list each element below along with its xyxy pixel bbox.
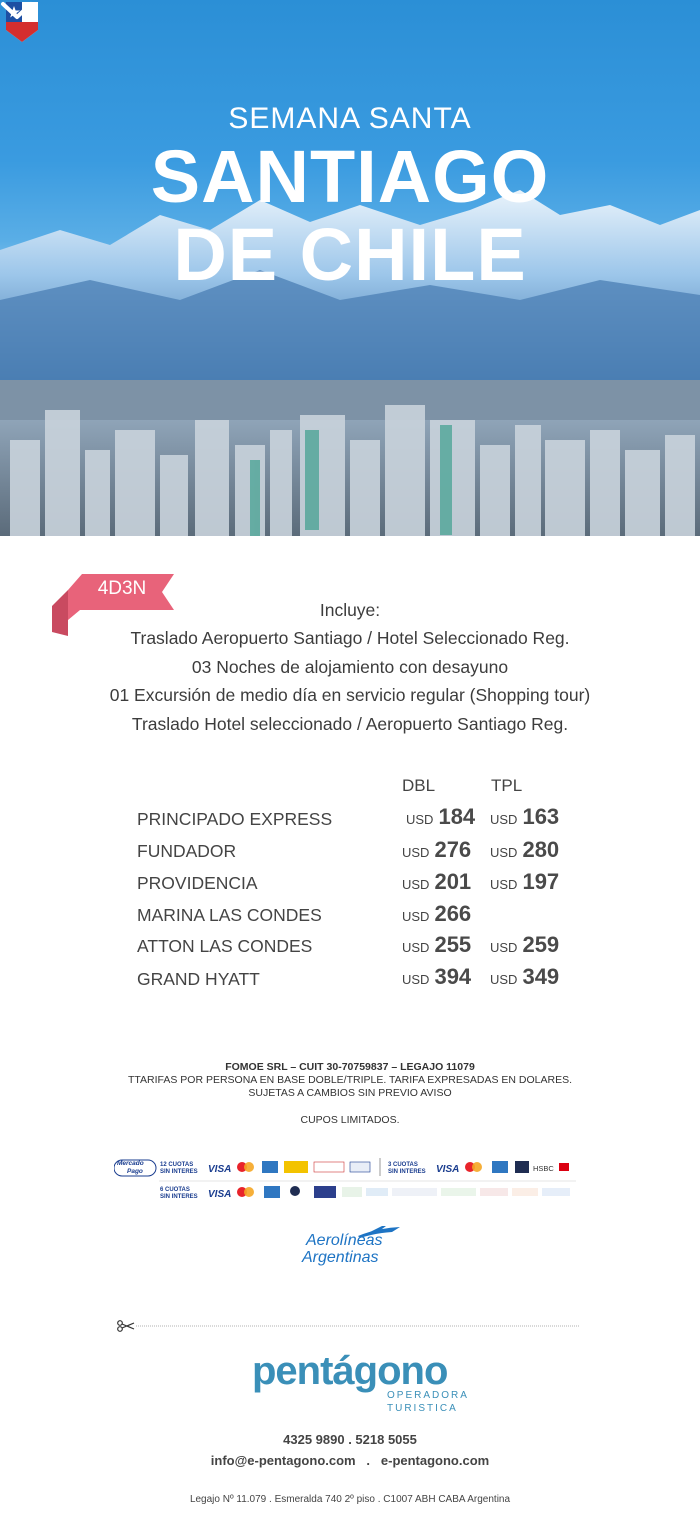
svg-text:VISA: VISA bbox=[208, 1189, 232, 1200]
contact-email-web[interactable]: info@e-pentagono.com . e-pentagono.com bbox=[210, 1453, 490, 1468]
col-header-dbl: DBL bbox=[402, 776, 436, 795]
svg-text:Pago: Pago bbox=[127, 1168, 143, 1175]
tariff-note-2: SUJETAS A CAMBIOS SIN PREVIO AVISO bbox=[248, 1087, 452, 1099]
hero-banner bbox=[0, 0, 700, 536]
price-dbl: USD 266 bbox=[402, 901, 472, 926]
payment-methods-strip bbox=[114, 1156, 576, 1206]
svg-text:VISA: VISA bbox=[436, 1164, 460, 1175]
price-tpl: USD 280 bbox=[490, 837, 560, 862]
price-tpl: USD 163 bbox=[490, 804, 560, 829]
company-legal: FOMOE SRL – CUIT 30-70759837 – LEGAJO 11079 bbox=[225, 1061, 475, 1073]
hotel-name: FUNDADOR bbox=[137, 841, 237, 861]
hotel-name: PRINCIPADO EXPRESS bbox=[137, 809, 333, 829]
include-item: Traslado Aeropuerto Santiago / Hotel Seleccionado Reg. bbox=[130, 628, 570, 648]
price-dbl: USD 276 bbox=[402, 837, 472, 862]
airline-logo-line2: Argentinas bbox=[302, 1249, 379, 1266]
col-header-tpl: TPL bbox=[491, 776, 523, 795]
price-dbl: USD 201 bbox=[402, 869, 472, 894]
brand-logo: pentágono bbox=[252, 1349, 448, 1393]
include-item: 03 Noches de alojamiento con desayuno bbox=[191, 657, 509, 677]
hero-title-line2: DE CHILE bbox=[173, 213, 527, 296]
price-tpl: USD 259 bbox=[490, 932, 560, 957]
includes-heading: Incluye: bbox=[319, 600, 381, 620]
contact-phones: 4325 9890 . 5218 5055 bbox=[283, 1432, 417, 1447]
hotel-name: MARINA LAS CONDES bbox=[137, 905, 322, 925]
airline-logo-line1: Aerolíneas bbox=[306, 1232, 383, 1249]
price-dbl: USD 255 bbox=[402, 932, 472, 957]
svg-text:6 CUOTAS: 6 CUOTAS bbox=[160, 1187, 190, 1193]
svg-text:SIN INTERES: SIN INTERES bbox=[160, 1194, 198, 1200]
svg-text:VISA: VISA bbox=[208, 1164, 232, 1175]
svg-text:3 CUOTAS: 3 CUOTAS bbox=[388, 1162, 418, 1168]
hotel-name: ATTON LAS CONDES bbox=[137, 936, 313, 956]
brand-tagline-2: TURISTICA bbox=[387, 1403, 458, 1414]
tariff-note: TTARIFAS POR PERSONA EN BASE DOBLE/TRIPLE. TARIFA EXPRESADAS EN DOLARES. bbox=[127, 1074, 573, 1086]
cupos-note: CUPOS LIMITADOS. bbox=[300, 1114, 400, 1126]
price-tpl: USD 197 bbox=[490, 869, 560, 894]
include-item: 01 Excursión de medio día en servicio regular (Shopping tour) bbox=[109, 685, 591, 705]
hotel-name: GRAND HYATT bbox=[137, 969, 260, 989]
duration-badge: 4D3N bbox=[97, 578, 147, 599]
brand-tagline-1: OPERADORA bbox=[387, 1390, 469, 1401]
hotel-name: PROVIDENCIA bbox=[137, 873, 258, 893]
include-item: Traslado Hotel seleccionado / Aeropuerto Santiago Reg. bbox=[131, 714, 569, 734]
hero-title-line1: SANTIAGO bbox=[150, 135, 550, 218]
svg-text:HSBC: HSBC bbox=[533, 1164, 554, 1173]
price-dbl: USD 184 bbox=[406, 804, 476, 829]
price-tpl: USD 349 bbox=[490, 964, 560, 989]
svg-text:SIN INTERES: SIN INTERES bbox=[160, 1169, 198, 1175]
price-dbl: USD 394 bbox=[402, 964, 472, 989]
svg-text:12 CUOTAS: 12 CUOTAS bbox=[160, 1162, 194, 1168]
hero-subtitle: SEMANA SANTA bbox=[228, 102, 472, 135]
scissors-icon bbox=[117, 1319, 579, 1333]
svg-text:SIN INTERES: SIN INTERES bbox=[388, 1169, 426, 1175]
svg-text:Mercado: Mercado bbox=[117, 1160, 144, 1167]
chevron-down-icon[interactable] bbox=[0, 0, 34, 22]
contact-address: Legajo Nº 11.079 . Esmeralda 740 2º piso . C1007 ABH CABA Argentina bbox=[189, 1494, 511, 1505]
